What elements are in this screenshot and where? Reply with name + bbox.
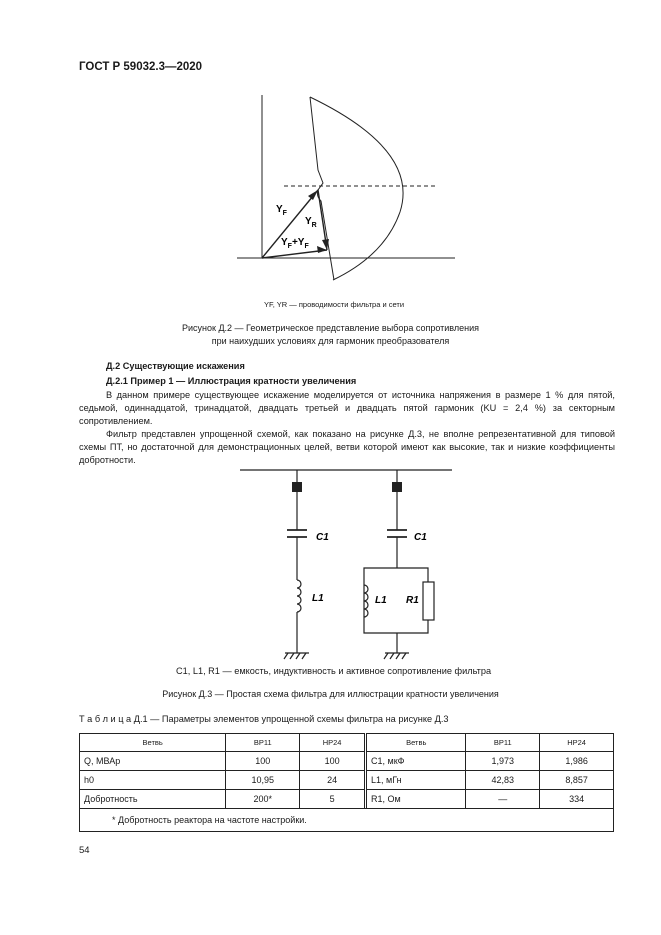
table-row: Добротность 200* 5 R1, Ом — 334 [80,790,614,809]
svg-text:YR: $Y_R$ [305,216,317,229]
table-note: * Добротность реактора на частоте настройки. [80,809,614,832]
table-title: Т а б л и ц а Д.1 — Параметры элементов упрощенной схемы фильтра на рисунке Д.3 [79,714,449,724]
figure-d3-legend: C1, L1, R1 — емкость, индуктивность и активное сопротивление фильтра [176,666,492,676]
figure-d2-caption-1: Рисунок Д.2 — Геометрическое представление выбора сопротивления [182,323,479,333]
header-cell: BP11 [466,734,540,752]
figure-d3-caption: Рисунок Д.3 — Простая схема фильтра для иллюстрации кратности увеличения [162,689,499,699]
table-row: Q, МВАр 100 100 C1, мкФ 1,973 1,986 [80,752,614,771]
header-cell: BP11 [226,734,300,752]
header-cell: Ветвь [367,734,466,752]
table-header-row [80,734,614,752]
svg-text:YF: $Y_F$ [276,204,287,217]
header-cell: Ветвь [80,734,226,752]
document-header: ГОСТ Р 59032.3—2020 [79,61,203,73]
table-note-row [80,809,614,832]
svg-text:R1: R1 [406,595,419,606]
resistor [423,582,434,620]
breaker-left [292,482,302,492]
header-cell: HP24 [540,734,614,752]
svg-text:C1: C1 [316,532,329,543]
paragraph-2: Фильтр представлен упрощенной схемой, как показано на рисунке Д.3, не вполне репрезентативной для типовой схемы ПТ, но достаточной для демонстрационных целей, ветви которой имеют как высокие, так и низкие коэффициенты добротности. [79,429,615,465]
svg-text:L1: L1 [312,593,324,604]
paragraph-1: В данном примере существующее искажение моделируется от источника напряжения в размере 1 % для пятой, седьмой, одиннадцатой, тринадцатой, двадцать третьей и двадцать пятой гармоник (KU = 2,4 %) за секторным сопротивлением. [79,390,615,426]
breaker-right [392,482,402,492]
svg-text:L1: L1 [375,595,387,606]
figure-d2-legend: YF, YR — проводимости фильтра и сети [264,300,405,309]
figure-d2-caption-2: при наихудших условиях для гармоник преобразователя [211,336,450,346]
header-cell: HP24 [300,734,365,752]
svg-text:C1: C1 [414,532,427,543]
section-heading-d2: Д.2 Существующие искажения [106,361,245,371]
table-row: h0 10,95 24 L1, мГн 42,83 8,857 [80,771,614,790]
section-heading-d21: Д.2.1 Пример 1 — Иллюстрация кратности увеличения [106,376,357,386]
inductor-left [297,580,301,612]
parameters-table [79,733,614,832]
svg-text:YF+YF: $Y_F+Y_F$ [281,237,309,250]
page-number: 54 [79,845,90,856]
